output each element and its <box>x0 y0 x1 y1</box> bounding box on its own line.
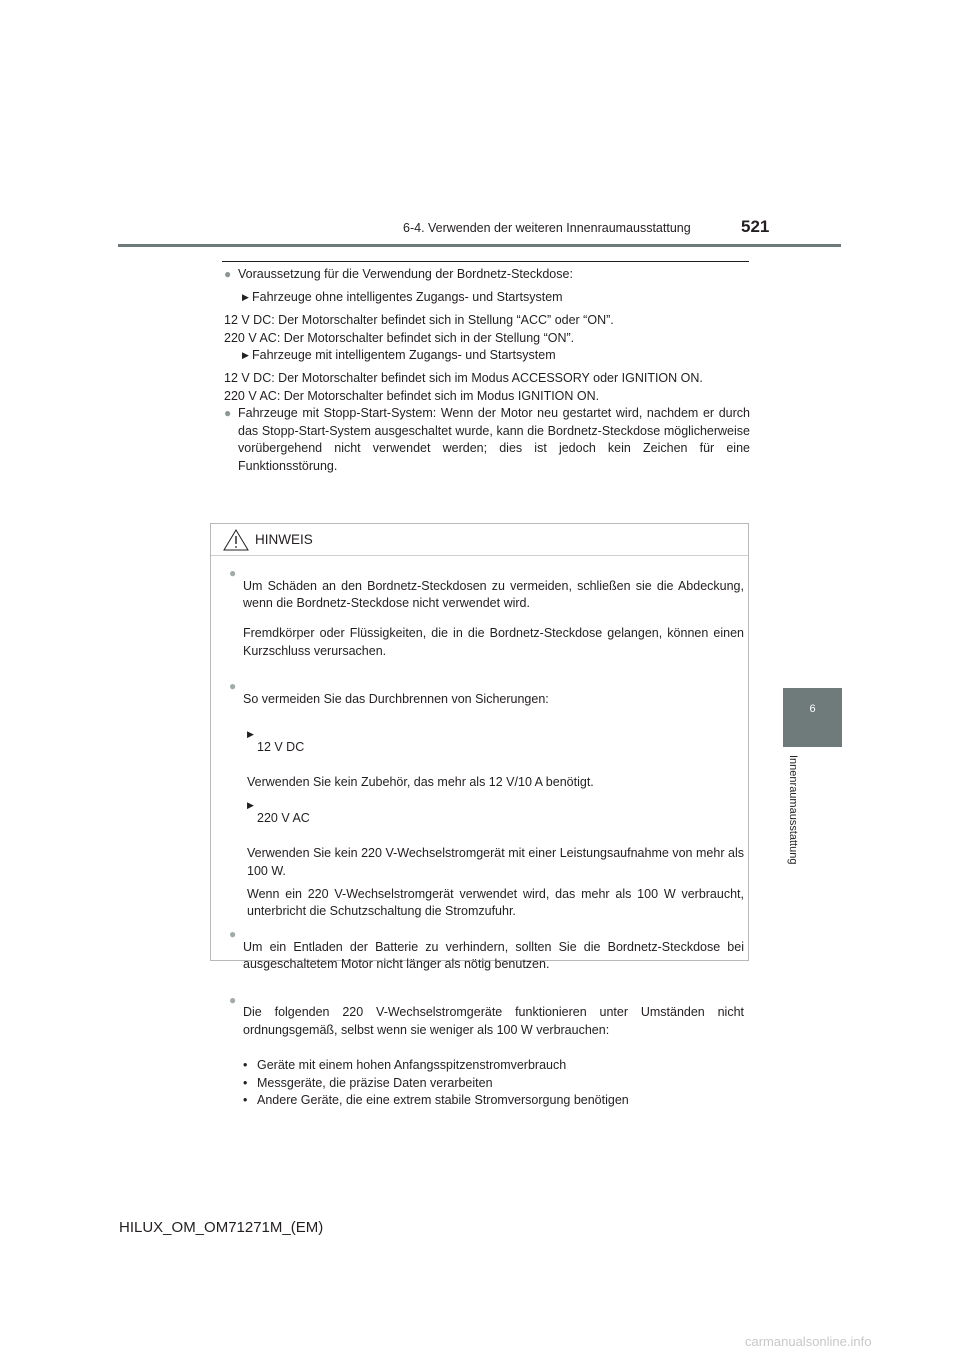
bullet-text: Fremdkörper oder Flüssigkeiten, die in die Bordnetz-Steckdose gelangen, können einen Kurzschluss verursachen. <box>243 626 744 658</box>
triangle-right-icon: ▶ <box>247 800 254 810</box>
paragraph: Wenn ein 220 V-Wechselstromgerät verwendet wird, das mehr als 100 W verbraucht, unterbricht die Schutzschaltung die Stromzufuhr. <box>247 886 744 918</box>
notice-header <box>211 524 748 556</box>
bullet-item <box>229 992 744 1052</box>
bullet-text: Fahrzeuge mit Stopp-Start-System: Wenn der Motor neu gestartet wird, nachdem er durch das Stopp-Start-System ausgeschaltet wurde, kann die Bordnetz-Steckdose möglicherweise vorübergehend nicht verwendet werden; dies ist jedoch kein Zeichen für eine Funktionsstörung. <box>238 406 750 473</box>
sub-heading-text: 220 V AC <box>257 810 310 825</box>
paragraph: 12 V DC: Der Motorschalter befindet sich im Modus ACCESSORY oder IGNITION ON. <box>224 371 703 385</box>
bullet-item <box>229 565 744 673</box>
chapter-tab: 6 <box>783 688 842 747</box>
triangle-right-icon: ▶ <box>242 292 249 302</box>
document-code: HILUX_OM_OM71271M_(EM) <box>119 1219 324 1236</box>
chapter-label-text: Innenraumausstattung <box>787 755 799 865</box>
bullet-dot-icon: ● <box>229 679 237 693</box>
sub-heading <box>247 797 744 840</box>
list-item <box>243 1092 744 1110</box>
sub-heading-text: 12 V DC <box>257 739 305 754</box>
sub-heading <box>242 289 750 307</box>
bullet-text: Um ein Entladen der Batterie zu verhindern, sollten Sie die Bordnetz-Steckdose bei ausgeschaltetem Motor nicht länger als nötig benutzen. <box>243 939 744 971</box>
paragraph: 220 V AC: Der Motorschalter befindet sich im Modus IGNITION ON. <box>224 388 600 403</box>
bullet-dot-icon: ● <box>229 992 237 1007</box>
paragraph: 220 V AC: Der Motorschalter befindet sich in der Stellung “ON”. <box>224 330 575 345</box>
notice-title: HINWEIS <box>255 532 313 547</box>
triangle-right-icon: ▶ <box>242 350 249 360</box>
notice-body <box>229 565 744 1110</box>
list-item <box>243 1057 744 1075</box>
watermark: carmanualsonline.info <box>745 1334 872 1349</box>
list-item-text: Geräte mit einem hohen Anfangsspitzenstromverbrauch <box>257 1058 567 1072</box>
chapter-label <box>783 755 803 885</box>
bullet-dot-icon: ● <box>229 927 237 941</box>
main-content <box>224 266 750 481</box>
device-list <box>243 1057 744 1110</box>
list-item <box>243 1075 744 1093</box>
bullet-item <box>229 926 744 986</box>
bullet-text: Voraussetzung für die Verwendung der Bordnetz-Steckdose: <box>238 267 573 281</box>
list-bullet-icon: • <box>243 1075 248 1090</box>
triangle-right-icon: ▶ <box>247 729 254 739</box>
sub-heading-text: Fahrzeuge ohne intelligentes Zugangs- und Startsystem <box>252 290 563 304</box>
list-item-text: Andere Geräte, die eine extrem stabile Stromversorgung benötigen <box>257 1093 629 1107</box>
list-bullet-icon: • <box>243 1058 248 1072</box>
bullet-dot-icon: ● <box>224 267 232 281</box>
sub-heading <box>247 726 744 769</box>
bullet-text: So vermeiden Sie das Durchbrennen von Sicherungen: <box>243 691 549 706</box>
paragraph: Verwenden Sie kein 220 V-Wechselstromgerät mit einer Leistungsaufnahme von mehr als 100 W. <box>247 846 744 878</box>
bullet-item <box>229 678 744 721</box>
warning-triangle-icon <box>223 529 249 551</box>
paragraph: 12 V DC: Der Motorschalter befindet sich in Stellung “ACC” oder “ON”. <box>224 313 614 327</box>
list-bullet-icon: • <box>243 1093 248 1107</box>
bullet-text: Um Schäden an den Bordnetz-Steckdosen zu vermeiden, schließen sie die Abdeckung, wenn die Bordnetz-Steckdose nicht verwendet wird. <box>243 578 744 610</box>
header-section-title: 6-4. Verwenden der weiteren Innenraumausstattung <box>403 221 691 235</box>
bullet-dot-icon: ● <box>224 406 232 420</box>
sub-heading-text: Fahrzeuge mit intelligentem Zugangs- und Startsystem <box>252 348 556 362</box>
paragraph: Verwenden Sie kein Zubehör, das mehr als 12 V/10 A benötigt. <box>247 775 594 789</box>
section-top-rule <box>222 261 749 262</box>
header-rule <box>118 244 841 247</box>
page-number: 521 <box>741 217 770 236</box>
bullet-dot-icon: ● <box>229 566 237 580</box>
sub-heading <box>242 347 750 365</box>
list-item-text: Messgeräte, die präzise Daten verarbeiten <box>257 1075 493 1090</box>
bullet-item <box>224 266 750 284</box>
bullet-item <box>224 405 750 475</box>
notice-box <box>210 523 749 1107</box>
bullet-text: Die folgenden 220 V-Wechselstromgeräte funktionieren unter Umständen nicht ordnungsgemäß, selbst wenn sie weniger als 100 W verbrauchen: <box>243 1005 744 1037</box>
